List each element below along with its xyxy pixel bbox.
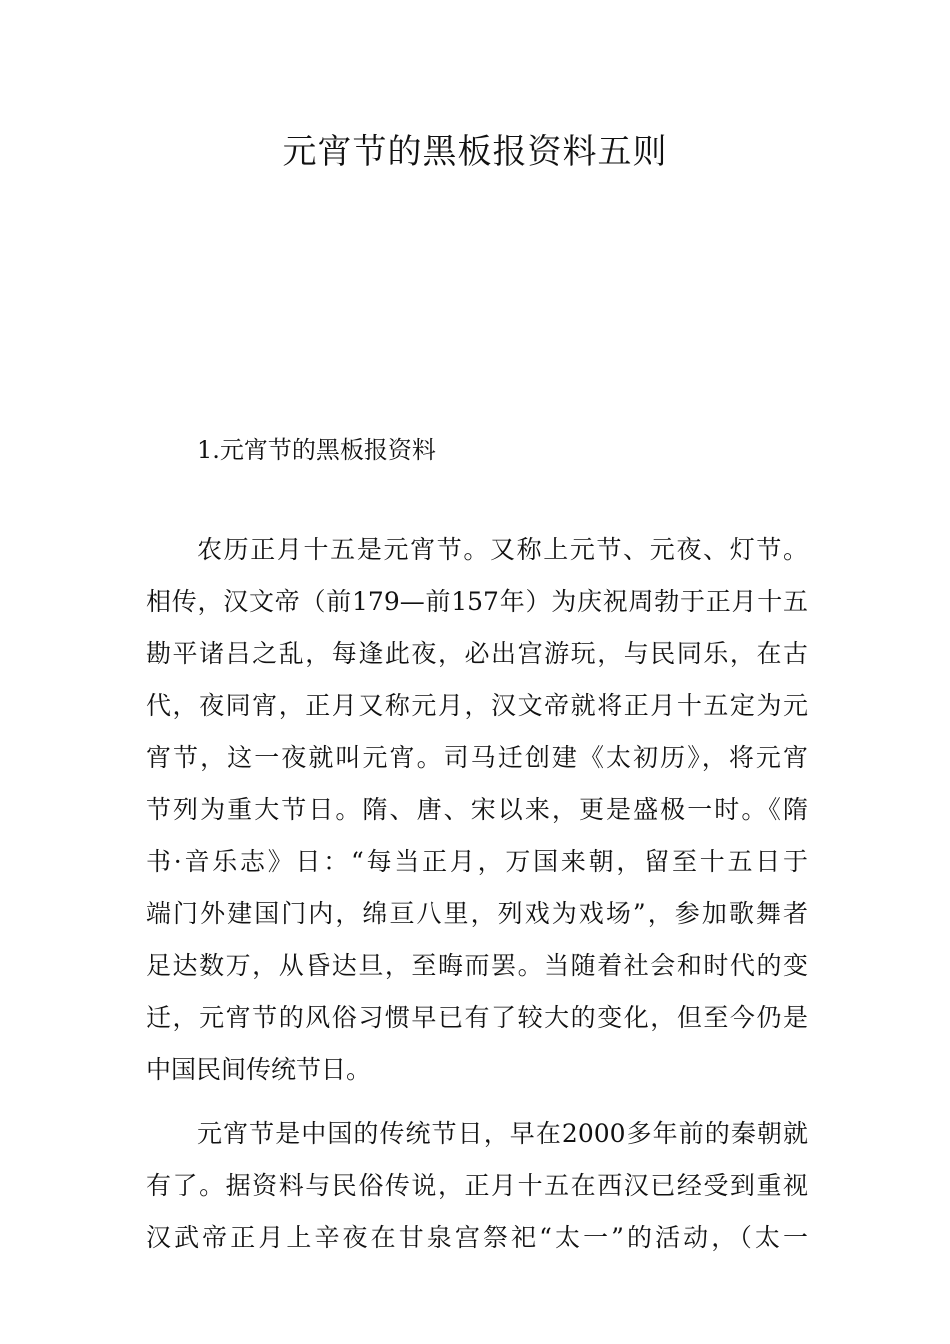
text-line: 汉武帝正月上辛夜在甘泉宫祭祀“太一”的活动，（太一 [146,1223,808,1252]
text-line: 元宵节是中国的传统节日，早在2000多年前的秦朝就 [197,1119,808,1148]
document-title: 元宵节的黑板报资料五则 [282,132,668,172]
text-line: 农历正月十五是元宵节。又称上元节、元夜、灯节。 [197,535,808,564]
text-line: 中国民间传统节日。 [146,1055,372,1084]
paragraph-1 [146,524,808,1096]
section-heading: 1.元宵节的黑板报资料 [197,436,436,464]
text-line: 书·音乐志》日：“每当正月，万国来朝，留至十五日于 [146,847,808,876]
text-line: 代，夜同宵，正月又称元月，汉文帝就将正月十五定为元 [146,691,808,720]
text-line: 足达数万，从昏达旦，至晦而罢。当随着社会和时代的变 [146,951,808,980]
text-line: 迁，元宵节的风俗习惯早已有了较大的变化，但至今仍是 [146,1003,808,1032]
text-line: 相传，汉文帝（前179—前157年）为庆祝周勃于正月十五 [146,587,808,616]
text-line: 端门外建国门内，绵亘八里，列戏为戏场”，参加歌舞者 [146,899,808,928]
text-line: 宵节，这一夜就叫元宵。司马迁创建《太初历》，将元宵 [146,743,808,772]
text-line: 勘平诸吕之乱，每逢此夜，必出宫游玩，与民同乐，在古 [146,639,808,668]
paragraph-2 [146,1108,808,1264]
text-line: 有了。据资料与民俗传说，正月十五在西汉已经受到重视 [146,1171,808,1200]
text-line: 节列为重大节日。隋、唐、宋以来，更是盛极一时。《隋 [146,795,808,824]
